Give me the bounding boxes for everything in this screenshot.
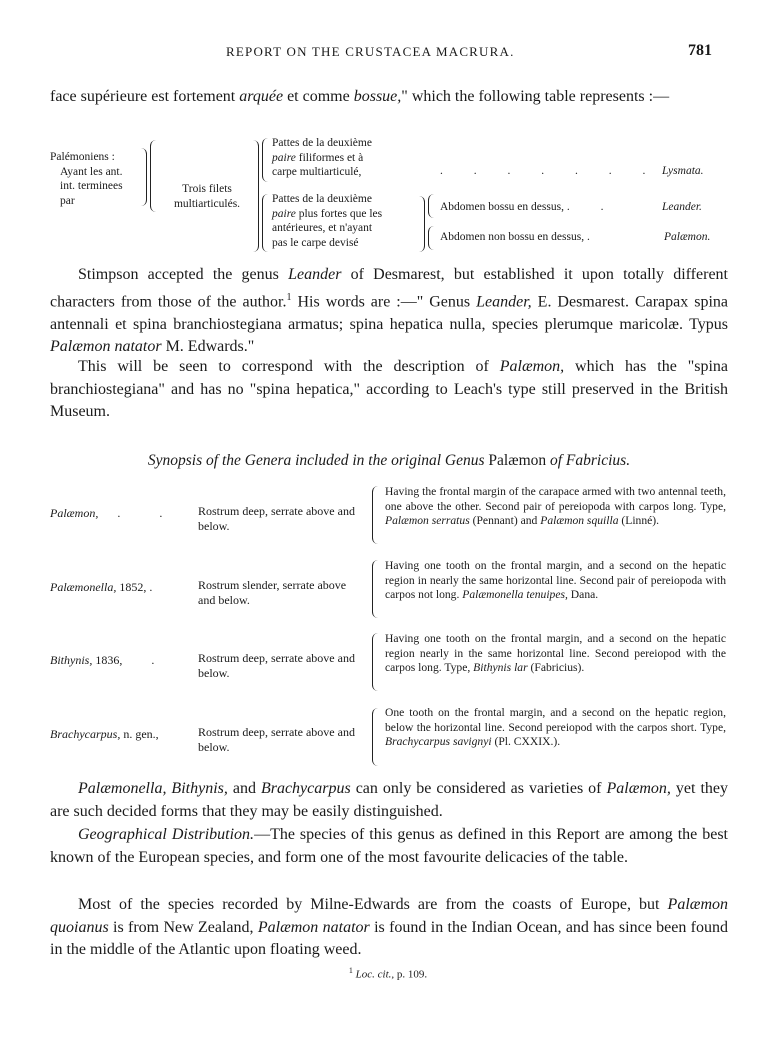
branch-1: Pattes de la deuxième paire filiformes et à carpe multiarticulé, <box>272 137 372 178</box>
rostrum-text: Rostrum deep, serrate above and below. <box>198 725 355 754</box>
brace <box>150 140 159 212</box>
genus-palaemon: Palæmon. <box>664 231 711 243</box>
brace <box>372 708 380 766</box>
paragraph-species: Most of the species recorded by Milne-Edwards are from the coasts of Europe, but Palæmon quoianus is from New Zealand, Palæmon natator is found in the Indian Ocean, and has since been found in the middle of the Atlantic upon floating weed. <box>50 896 729 959</box>
brace <box>262 194 269 252</box>
genus-description: Having one tooth on the frontal margin, and a second on the hepatic region in nearly the same horizontal line. Second pair of pereiopoda with carpos not long. Palæmonella tenuipes, Dana. <box>385 559 726 602</box>
brace <box>418 196 425 252</box>
genus-name: Palæmonella, 1852, . <box>50 580 153 594</box>
genus-description: One tooth on the frontal margin, and a second on the hepatic region, below the horizontal line. Second pereiopod with the carpos short. Type, Brachycarpus savignyi (Pl. CXXIX.). <box>385 706 726 749</box>
brace <box>428 194 435 218</box>
synopsis-caption: Synopsis of the Genera included in the original Genus Palæmon of Fabricius. <box>147 452 631 469</box>
brace <box>428 226 435 250</box>
genus-description: Having the frontal margin of the carapace armed with two antennal teeth, one above the other. Second pair of pereiopoda with carpos long. Type, Palæmon serratus (Pennant) and Palæmon squilla (Linné). <box>385 485 726 528</box>
branch-2: Pattes de la deuxième paire plus fortes que les antérieures, et n'ayant pas le carpe devisé <box>272 193 383 249</box>
brace <box>372 486 380 544</box>
genus-name: Brachycarpus, n. gen., <box>50 727 159 741</box>
page-number: 781 <box>688 42 712 59</box>
footnote: $^1$ Loc. cit., p. 109. <box>348 966 428 981</box>
genus-description: Having one tooth on the frontal margin, and a second on the hepatic region nearly in the same horizontal line. Second pereiopod with the carpos long. Type, Bithynis lar (Fabricius). <box>385 632 726 675</box>
genus-name: Bithynis, 1836, . <box>50 653 155 667</box>
genus-name: Palæmon, . . <box>50 506 181 520</box>
rostrum-text: Rostrum deep, serrate above and below. <box>198 651 355 680</box>
brace <box>250 140 259 252</box>
rostrum-text: Rostrum deep, serrate above and below. <box>198 504 355 533</box>
paragraph-stimpson: Stimpson accepted the genus Leander of Desmarest, but established it upon totally different characters from those of the author.$^1$ His words are :—" Genus Leander, E. Desmarest. Carapax spina antennali et spina branchiostegiana armatus; spina hepatica nulla, species plerumque maricolæ. Typus Palæmon natator M. Edwards." <box>50 266 728 356</box>
genus-leander: Leander. <box>662 201 702 213</box>
group-label: Palémoniens : Ayant les ant. int. terminees par <box>50 151 123 207</box>
rostrum-text: Rostrum slender, serrate above and below. <box>198 578 347 607</box>
leader-dots: . . . . . . . <box>440 165 660 177</box>
paragraph-distribution: Geographical Distribution.—The species of this genus as defined in this Report are among the best known of the European species, and form one of the most favourite delicacies of the table. <box>50 826 729 866</box>
brace <box>372 633 380 691</box>
filets-label: Trois filets multiarticulés. <box>173 183 241 210</box>
sub-2: Abdomen non bossu en dessus, . <box>440 231 604 243</box>
running-title: REPORT ON THE CRUSTACEA MACRURA. <box>226 44 515 59</box>
brace <box>372 560 380 618</box>
paragraph-varieties: Palæmonella, Bithynis, and Brachycarpus can only be considered as varieties of Palæmon, yet they are such decided forms that they may be easily distinguished. <box>50 780 728 820</box>
genus-lysmata: Lysmata. <box>662 165 704 177</box>
brace <box>138 148 147 206</box>
paragraph-correspond: This will be seen to correspond with the description of Palæmon, which has the "spina branchiostegiana" and has no "spina hepatica," according to Leach's type still preserved in the British Museum. <box>50 358 729 421</box>
paragraph-intro: face supérieure est fortement arquée et comme bossue," which the following table represents :— <box>50 88 670 105</box>
brace <box>262 138 269 182</box>
sub-1: Abdomen bossu en dessus, . . <box>440 201 618 213</box>
